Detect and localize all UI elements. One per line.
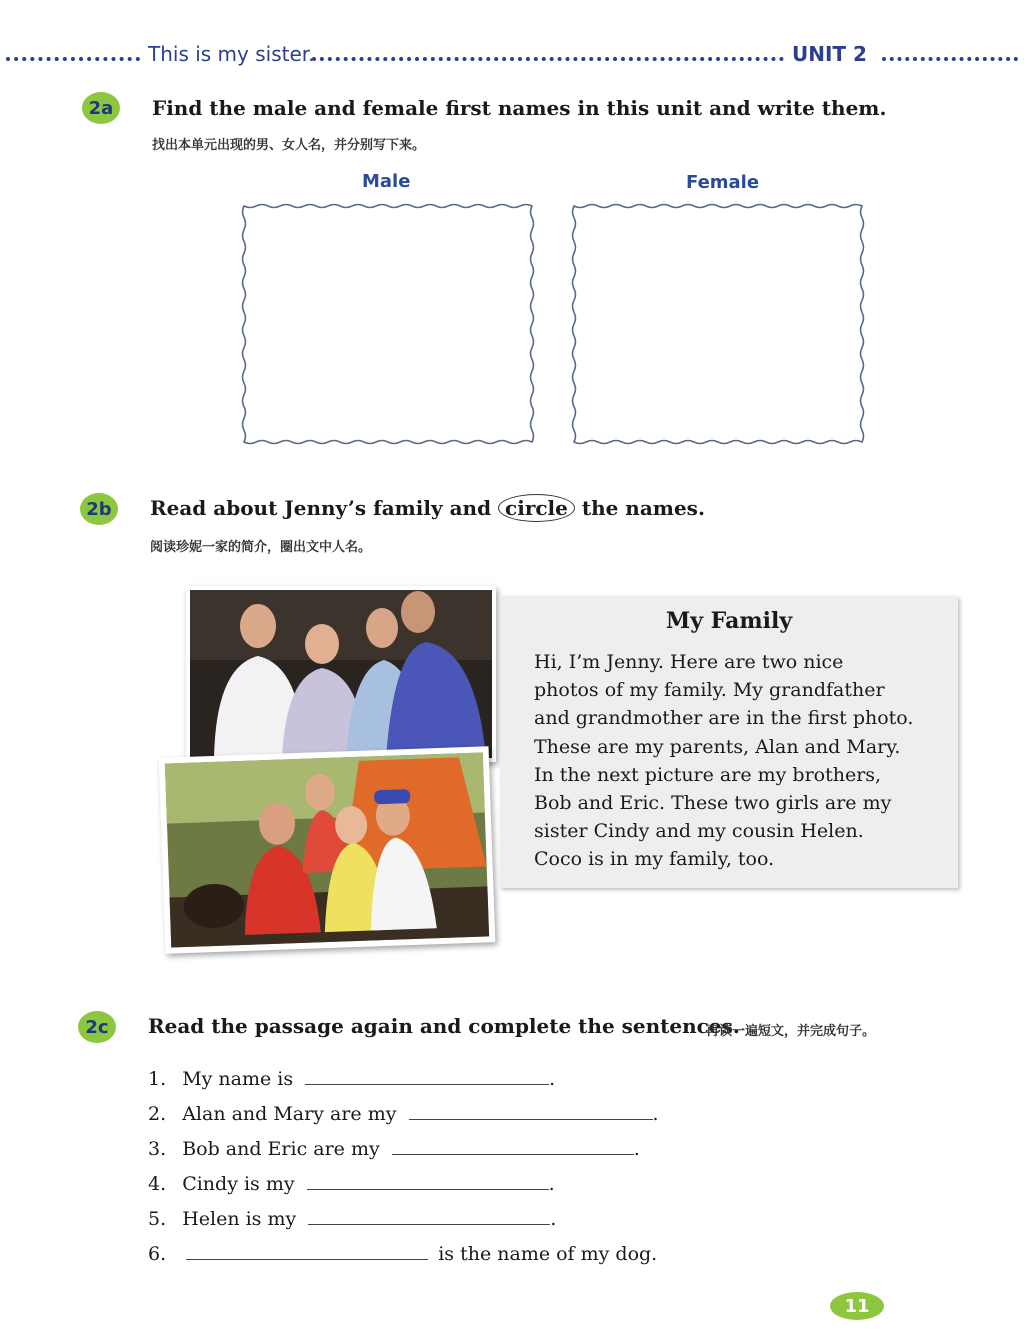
sentence-end: .: [652, 1103, 659, 1125]
passage-line: sister Cindy and my cousin Helen.: [534, 820, 864, 843]
sentence-number: 2.: [148, 1103, 167, 1125]
family-photo-children: [159, 746, 496, 953]
sentence-end: .: [549, 1068, 556, 1090]
sentence-text: Alan and Mary are my: [182, 1103, 397, 1125]
circle-word: circle: [498, 494, 575, 522]
sentence-text: Bob and Eric are my: [182, 1138, 380, 1160]
passage-line: Coco is in my family, too.: [534, 848, 775, 871]
passage-line: Hi, I’m Jenny. Here are two nice: [534, 651, 844, 673]
section-2b-instruction-zh: 阅读珍妮一家的简介，圈出文中人名。: [150, 540, 372, 555]
header-dots-left: [6, 57, 140, 61]
section-2b-badge: 2b: [80, 493, 118, 525]
sentence-number: 5.: [148, 1208, 167, 1230]
male-label: Male: [362, 171, 411, 192]
section-2c-instruction: Read the passage again and complete the sentences.: [148, 1014, 740, 1038]
sentence-6: [148, 1241, 657, 1265]
sentence-text: Cindy is my: [182, 1173, 295, 1195]
sentence-end: is the name of my dog.: [438, 1243, 658, 1265]
my-family-passage: [500, 596, 958, 888]
female-label: Female: [686, 172, 760, 193]
answer-blank-3[interactable]: [392, 1136, 634, 1155]
passage-title: My Family: [665, 608, 793, 634]
sentence-end: .: [548, 1173, 555, 1195]
sentence-5: [148, 1206, 556, 1230]
sentence-number: 1.: [148, 1068, 167, 1090]
passage-line: photos of my family. My grandfather: [534, 679, 885, 702]
answer-blank-6[interactable]: [186, 1241, 428, 1260]
answer-blank-2[interactable]: [409, 1101, 653, 1120]
section-2b-instruction-before: Read about Jenny’s family and: [150, 496, 492, 520]
unit-label: UNIT 2: [792, 42, 867, 66]
answer-blank-5[interactable]: [308, 1206, 550, 1225]
sentence-3: [148, 1136, 640, 1160]
section-2a-instruction-zh: 找出本单元出现的男、女人名，并分别写下来。: [152, 138, 426, 153]
page-number: 11: [830, 1292, 884, 1320]
sentence-end: .: [550, 1208, 557, 1230]
sentence-1: [148, 1066, 555, 1090]
female-names-box[interactable]: [566, 198, 870, 450]
section-2c-badge: 2c: [78, 1011, 116, 1043]
family-photo-children-image: [159, 746, 496, 953]
passage-line: These are my parents, Alan and Mary.: [534, 735, 901, 758]
family-photo-adults: [186, 586, 496, 762]
header-dots-right: [882, 57, 1018, 61]
sentence-number: 3.: [148, 1138, 167, 1160]
sentence-4: [148, 1171, 555, 1195]
section-2a-badge: 2a: [82, 92, 120, 124]
sentence-text: Helen is my: [182, 1208, 297, 1230]
male-names-box[interactable]: [236, 198, 540, 450]
sentence-text: My name is: [182, 1068, 294, 1090]
passage-line: Bob and Eric. These two girls are my: [534, 792, 892, 815]
section-2b-instruction-after: the names.: [581, 496, 705, 520]
sentence-end: .: [633, 1138, 640, 1160]
family-photo-adults-image: [186, 586, 496, 762]
sentence-2: [148, 1101, 659, 1125]
passage-line: and grandmother are in the first photo.: [534, 707, 914, 730]
section-2b-instruction: [150, 496, 705, 520]
answer-blank-1[interactable]: [305, 1066, 549, 1085]
section-2c-instruction-zh: 再读一遍短文，并完成句子。: [706, 1024, 876, 1039]
lesson-title: This is my sister.: [148, 42, 315, 66]
sentence-number: 4.: [148, 1173, 167, 1195]
answer-blank-4[interactable]: [307, 1171, 549, 1190]
passage-body: [534, 648, 944, 874]
sentence-number: 6.: [148, 1243, 167, 1265]
passage-line: In the next picture are my brothers,: [534, 763, 882, 786]
header-dots-middle: [312, 57, 784, 61]
section-2a-instruction: Find the male and female first names in this unit and write them.: [152, 96, 887, 120]
